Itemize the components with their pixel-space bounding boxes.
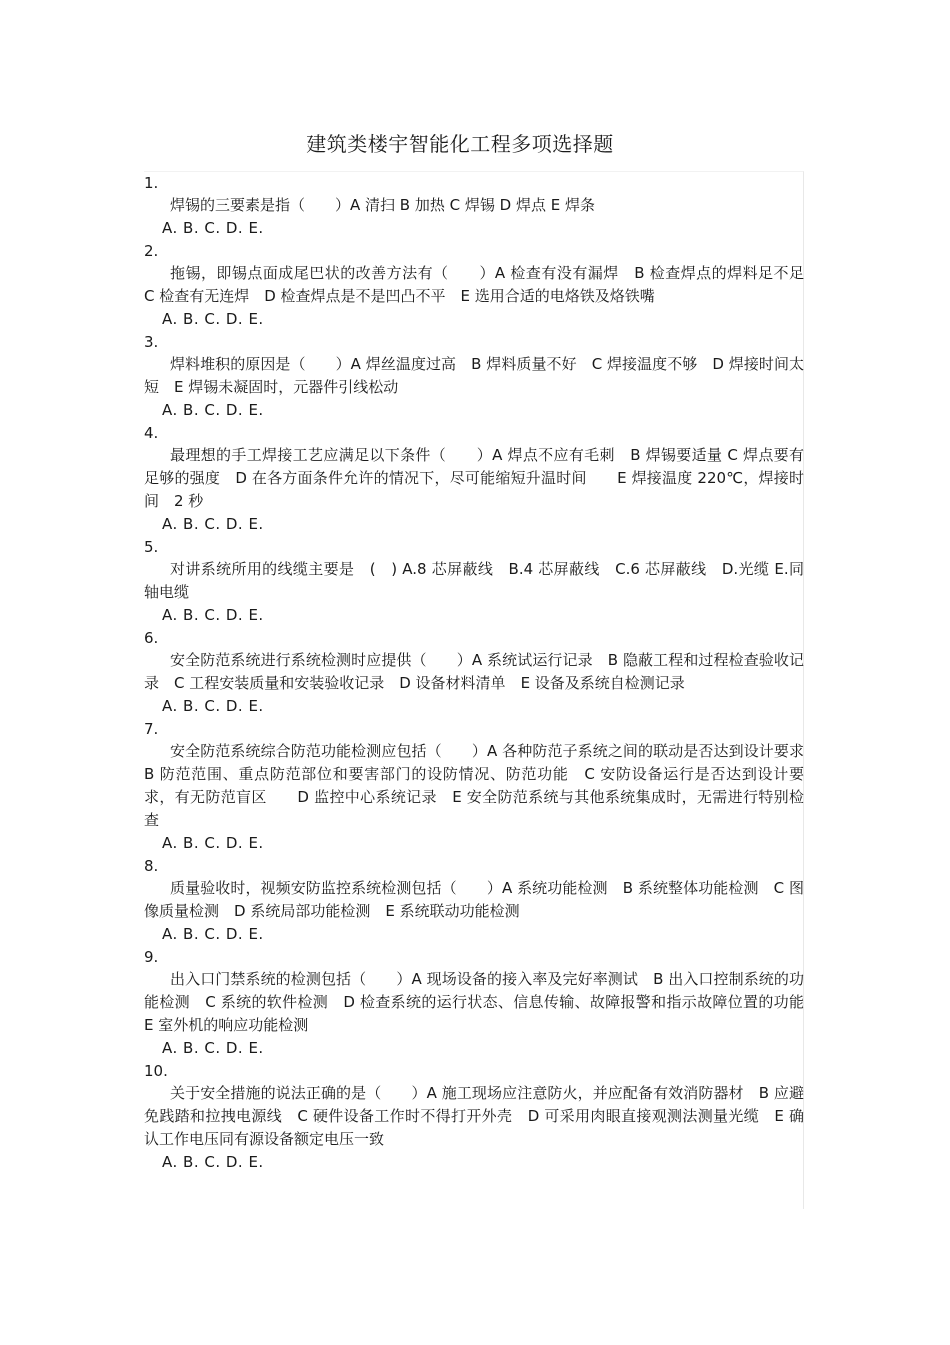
- question-list: [144, 172, 820, 1174]
- question-text: 拖锡，即锡点面成尾巴状的改善方法有（ ）A 检查有没有漏焊 B 检查焊点的焊料足不足 C 检查有无连焊 D 检查焊点是不是凹凸不平 E 选用合适的电烙铁及烙铁嘴: [144, 264, 820, 305]
- question-options: A. B. C. D. E.: [162, 1039, 264, 1057]
- question-list-container: [144, 171, 820, 1209]
- question-item: [144, 331, 804, 422]
- question-item: [144, 1060, 804, 1174]
- question-options: A. B. C. D. E.: [162, 834, 264, 852]
- question-number: 7.: [144, 720, 159, 738]
- question-text: 关于安全措施的说法正确的是（ ）A 施工现场应注意防火，并应配备有效消防器材 B 应避免践踏和拉拽电源线 C 硬件设备工作时不得打开外壳 D 可采用肉眼直接观测法测量光缆 E 确认工作电压同有源设备额定电压一致: [144, 1084, 804, 1148]
- question-text: 质量验收时，视频安防监控系统检测包括（ ）A 系统功能检测 B 系统整体功能检测 C 图像质量检测 D 系统局部功能检测 E 系统联动功能检测: [144, 879, 804, 920]
- question-number: 4.: [144, 424, 159, 442]
- question-number: 6.: [144, 629, 159, 647]
- question-options: A. B. C. D. E.: [162, 310, 264, 328]
- question-options: A. B. C. D. E.: [162, 515, 264, 533]
- question-item: [144, 536, 804, 627]
- question-text: 焊料堆积的原因是（ ）A 焊丝温度过高 B 焊料质量不好 C 焊接温度不够 D 焊接时间太短 E 焊锡未凝固时，元器件引线松动: [144, 355, 804, 396]
- question-number: 3.: [144, 333, 159, 351]
- question-options: A. B. C. D. E.: [162, 401, 264, 419]
- question-item: [144, 855, 804, 946]
- question-options: A. B. C. D. E.: [162, 697, 264, 715]
- question-options: A. B. C. D. E.: [162, 925, 264, 943]
- question-number: 5.: [144, 538, 159, 556]
- question-text: 焊锡的三要素是指（ ）A 清扫 B 加热 C 焊锡 D 焊点 E 焊条: [170, 196, 595, 214]
- question-number: 1.: [144, 174, 159, 192]
- question-options: A. B. C. D. E.: [162, 219, 264, 237]
- question-number: 2.: [144, 242, 159, 260]
- question-number: 8.: [144, 857, 159, 875]
- question-options: A. B. C. D. E.: [162, 1153, 264, 1171]
- question-number: 9.: [144, 948, 159, 966]
- question-item: [144, 946, 820, 1060]
- question-item: [144, 718, 820, 855]
- question-text: 最理想的手工焊接工艺应满足以下条件（ ）A 焊点不应有毛刺 B 焊锡要适量 C 焊点要有足够的强度 D 在各方面条件允许的情况下，尽可能缩短升温时间 E 焊接温度 220℃，焊接时间 2 秒: [144, 446, 804, 510]
- question-number: 10.: [144, 1062, 168, 1080]
- question-text: 对讲系统所用的线缆主要是 ( ) A.8 芯屏蔽线 B.4 芯屏蔽线 C.6 芯屏蔽线 D.光缆 E.同轴电缆: [144, 560, 804, 601]
- question-item: [144, 627, 804, 718]
- question-item: [144, 240, 820, 331]
- question-text: 出入口门禁系统的检测包括（ ）A 现场设备的接入率及完好率测试 B 出入口控制系统的功能检测 C 系统的软件检测 D 检查系统的运行状态、信息传输、故障报警和指示故障位置的功能 E 室外机的响应功能检测: [144, 970, 820, 1034]
- question-options: A. B. C. D. E.: [162, 606, 264, 624]
- question-item: [144, 172, 804, 240]
- question-item: [144, 422, 804, 536]
- question-text: 安全防范系统综合防范功能检测应包括（ ）A 各种防范子系统之间的联动是否达到设计要求 B 防范范围、重点防范部位和要害部门的设防情况、防范功能 C 安防设备运行是否达到设计要求，有无防范盲区 D 监控中心系统记录 E 安全防范系统与其他系统集成时，无需进行特别检查: [144, 742, 820, 829]
- question-text: 安全防范系统进行系统检测时应提供（ ）A 系统试运行记录 B 隐蔽工程和过程检查验收记录 C 工程安装质量和安装验收记录 D 设备材料清单 E 设备及系统自检测记录: [144, 651, 804, 692]
- page-title: 建筑类楼宇智能化工程多项选择题: [306, 132, 614, 156]
